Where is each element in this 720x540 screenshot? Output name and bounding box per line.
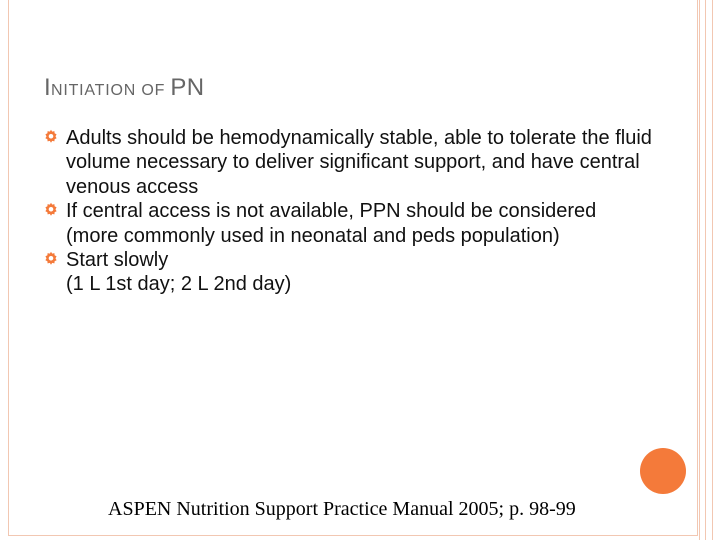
bullet-item — [44, 199, 654, 248]
accent-circle — [640, 448, 686, 494]
citation: ASPEN Nutrition Support Practice Manual 2005; p. 98-99 — [108, 498, 576, 520]
bullet-item — [44, 248, 654, 297]
gear-bullet-icon — [44, 129, 58, 143]
bullet-text: Adults should be hemodynamically stable, able to tolerate the fluid volume necessary to deliver significant support, and have central venous access — [66, 127, 652, 198]
bullet-text: Start slowly — [66, 249, 169, 272]
slide-title: INITIATION OF PN — [44, 74, 205, 101]
bullet-list — [44, 126, 654, 297]
gear-bullet-icon — [44, 202, 58, 216]
decorative-rail — [705, 0, 706, 540]
bullet-text-continued: (1 L 1st day; 2 L 2nd day) — [66, 273, 292, 296]
bullet-item — [44, 126, 654, 199]
decorative-rail — [712, 0, 713, 540]
bullet-text: If central access is not available, PPN should be considered (more commonly used in neonatal and peds population) — [66, 200, 597, 247]
decorative-rail — [699, 0, 700, 540]
gear-bullet-icon — [44, 251, 58, 265]
